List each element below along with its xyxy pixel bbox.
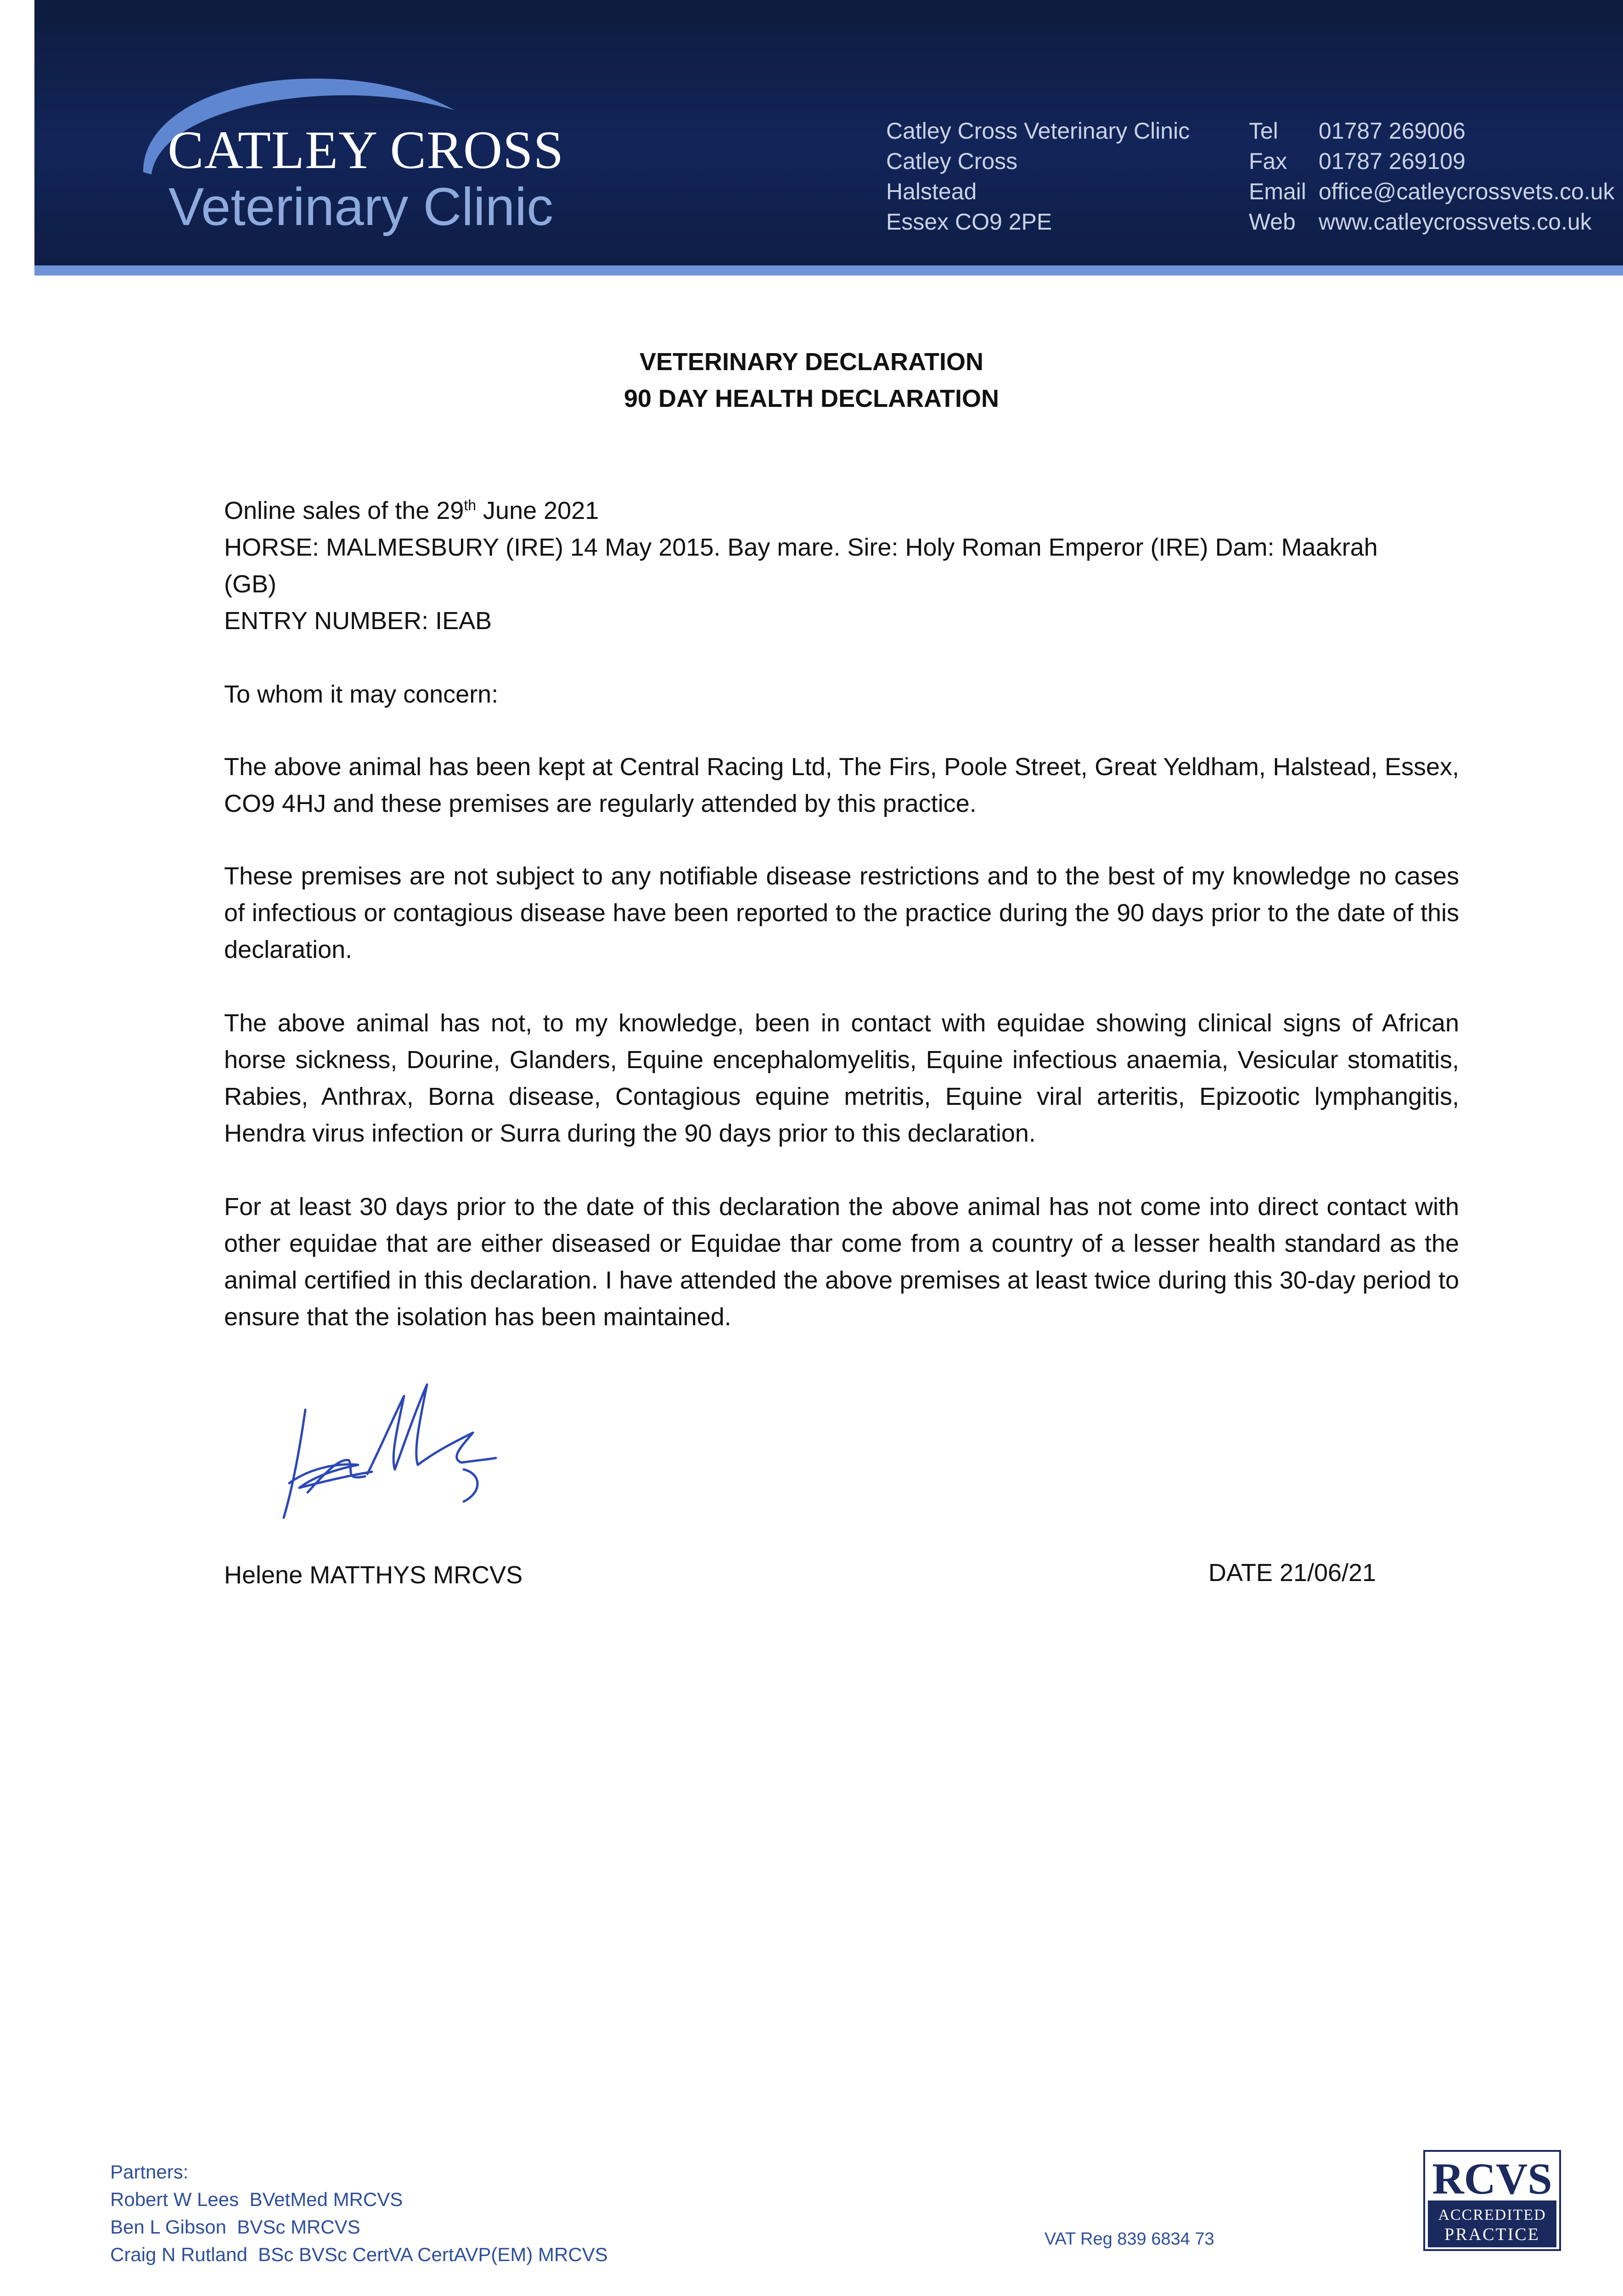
- badge-title: RCVS: [1432, 2154, 1552, 2203]
- sale-details: [224, 492, 1459, 639]
- contact-tel: [1249, 116, 1615, 146]
- contact-web: [1249, 207, 1615, 237]
- paragraph-restrictions: These premises are not subject to any notifiable disease restrictions and to the best of my knowledge no cases of infectious or contagious disease have been reported to the practice during the 90 days prior to the date of this declaration.: [224, 862, 1459, 963]
- contact-fax: [1249, 146, 1615, 176]
- contact-value: 01787 269006: [1319, 118, 1466, 144]
- paragraph-contact-diseases: The above animal has not, to my knowledge, been in contact with equidae showing clinical signs of African horse sickness, Dourine, Glanders, Equine encephalomyelitis, Equine infectious anaemia, Vesicular stomatitis, Rabies, Anthrax, Borna disease, Contagious equine metritis, Equine viral arteritis, Epizootic lymphangitis, Hendra virus infection or Surra during the 90 days prior to this declaration.: [224, 1009, 1459, 1147]
- letterhead-banner: [34, 0, 1623, 276]
- contact-value: www.catleycrossvets.co.uk: [1319, 209, 1592, 235]
- document-title: VETERINARY DECLARATION: [639, 348, 984, 376]
- badge-line1: ACCREDITED: [1438, 2206, 1546, 2223]
- sale-date-prefix: Online sales of the 29: [224, 497, 464, 524]
- signature-image: [280, 1378, 519, 1534]
- contact-value: 01787 269109: [1319, 148, 1466, 174]
- signer-name: Helene MATTHYS MRCVS: [224, 1561, 523, 1589]
- contact-label: Web: [1249, 209, 1296, 235]
- clinic-address: [886, 116, 1190, 237]
- contact-label: Tel: [1249, 118, 1278, 144]
- sale-date-ordinal: th: [464, 497, 477, 513]
- contact-label: Fax: [1249, 148, 1287, 174]
- sale-date-suffix: June 2021: [476, 497, 599, 524]
- greeting: To whom it may concern:: [224, 681, 499, 708]
- partner-entry: Craig N Rutland BSc BVSc CertVA CertAVP(EM) MRCVS: [110, 2244, 608, 2265]
- paragraph-isolation: For at least 30 days prior to the date of this declaration the above animal has not come into direct contact with other equidae that are either diseased or Equidae thar come from a country of a lesser health standard as the animal certified in this declaration. I have attended the above premises at least twice during this 30-day period to ensure that the isolation has been maintained.: [224, 1193, 1459, 1331]
- rcvs-accredited-badge: [1423, 2150, 1561, 2251]
- clinic-contact: [1249, 116, 1615, 237]
- contact-email: [1249, 176, 1615, 207]
- horse-line-continued: (GB): [224, 570, 276, 598]
- horse-line: HORSE: MALMESBURY (IRE) 14 May 2015. Bay mare. Sire: Holy Roman Emperor (IRE) Dam: Maakrah: [224, 534, 1378, 561]
- contact-value: office@catleycrossvets.co.uk: [1319, 179, 1615, 204]
- address-line: Catley Cross: [886, 148, 1018, 174]
- vat-registration: VAT Reg 839 6834 73: [1045, 2229, 1214, 2249]
- address-line: Halstead: [886, 179, 977, 204]
- partner-entry: Robert W Lees BVetMed MRCVS: [110, 2189, 403, 2210]
- declaration-date: DATE 21/06/21: [1208, 1559, 1376, 1587]
- document-subtitle: 90 DAY HEALTH DECLARATION: [623, 385, 1000, 412]
- contact-label: Email: [1249, 179, 1307, 204]
- partners-label: Partners:: [110, 2161, 189, 2183]
- paragraph-premises: The above animal has been kept at Central Racing Ltd, The Firs, Poole Street, Great Yeldham, Halstead, Essex, CO9 4HJ and these premises are regularly attended by this practice.: [224, 753, 1459, 817]
- badge-line2: PRACTICE: [1444, 2225, 1540, 2244]
- entry-number: ENTRY NUMBER: IEAB: [224, 607, 492, 635]
- logo-title: CATLEY CROSS: [168, 120, 564, 180]
- address-line: Catley Cross Veterinary Clinic: [886, 118, 1190, 144]
- partner-entry: Ben L Gibson BVSc MRCVS: [110, 2216, 360, 2238]
- logo-subtitle: Veterinary Clinic: [168, 177, 554, 236]
- partners-list: [110, 2158, 608, 2268]
- sale-date-line: [224, 492, 1459, 529]
- address-line: Essex CO9 2PE: [886, 209, 1052, 235]
